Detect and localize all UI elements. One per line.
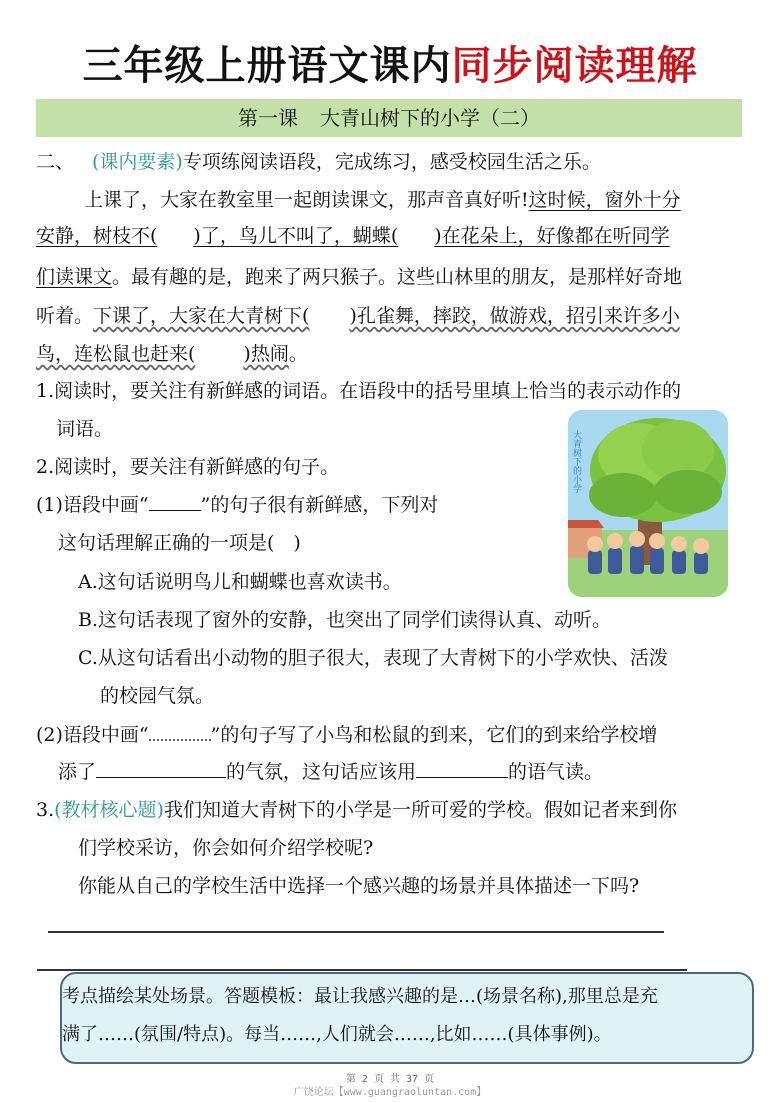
option-b[interactable]: B.这句话表现了窗外的安静，也突出了同学们读得认真、动听。 [78,609,612,631]
question-3-prompt: 你能从自己的学校生活中选择一个感兴趣的场景并具体描述一下吗? [78,875,640,897]
answer-line-1[interactable] [48,931,664,933]
passage-line-3: 们读课文。最有趣的是，跑来了两只猴子。这些山林里的朋友，是那样好奇地 [36,266,683,288]
page-title: 三年级上册语文课内同步阅读理解 [82,43,698,89]
lesson-title: 大青山树下的小学（二） [320,106,540,130]
tree-school-image [568,410,728,597]
passage-line-5: 鸟，连松鼠也赶来( )热闹。 [36,343,308,365]
question-3-cont: 们学校采访，你会如何介绍学校呢? [78,837,374,859]
lesson-title-bar [36,99,742,137]
tip-line-2: 满了……(氛围/特点)。每当……,人们就会……,比如……(具体事例)。 [62,1024,612,1045]
passage-line-1: 上课了，大家在教室里一起朗读课文，那声音真好听!这时候，窗外十分 [84,189,681,211]
section-tag: (课内要素) [92,151,183,173]
question-2-1-cont[interactable]: 这句话理解正确的一项是( ) [58,532,301,554]
tip-line-1: 考点描绘某处场景。答题模板：最让我感兴趣的是…(场景名称),那里总是充 [62,986,658,1007]
question-2-2: (2)语段中画“ ”的句子写了小鸟和松鼠的到来，它们的到来给学校增 [36,721,657,748]
passage-line-4: 听着。下课了，大家在大青树下( )孔雀舞，摔跤，做游戏，招引来许多小 [36,305,680,327]
page-number: 第 2 页 共 37 页 [345,1074,435,1085]
illustration-big-tree-school [568,410,728,597]
option-c[interactable]: C.从这句话看出小动物的胆子很大，表现了大青树下的小学欢快、活泼 [78,647,668,669]
question-1: 1.阅读时，要关注有新鲜感的词语。在语段中的括号里填上恰当的表示动作的 [36,380,682,402]
lesson-label: 第一课 [238,106,298,130]
footer-watermark: 广饶论坛【www.guangraoluntan.com】 [293,1087,487,1098]
answer-blank-atmosphere[interactable] [96,759,226,778]
illustration-caption: 大青树下的小学 [571,430,581,493]
answer-line-2[interactable] [37,969,687,971]
question-3: 3.(教材核心题)我们知道大青树下的小学是一所可爱的学校。假如记者来到你 [36,799,677,821]
question-1-cont: 词语。 [56,418,114,440]
question-2-1: (1)语段中画“ ”的句子很有新鲜感，下列对 [36,494,439,516]
answer-tip-box [60,972,754,1064]
section-instruction: 二、 (课内要素)专项练阅读语段，完成练习，感受校园生活之乐。 [36,151,601,173]
passage-line-2: 安静，树枝不( )了，鸟儿不叫了，蝴蝶( )在花朵上，好像都在听同学 [36,225,670,247]
option-c-cont: 的校园气氛。 [100,685,215,707]
question-2-2-cont: 添了 的气氛，这句话应该用 的语气读。 [58,761,604,783]
page-footer [0,1073,780,1099]
question-2: 2.阅读时，要关注有新鲜感的句子。 [36,456,340,478]
option-a[interactable]: A.这句话说明鸟儿和蝴蝶也喜欢读书。 [78,571,402,593]
question-3-tag: (教材核心题) [54,799,164,821]
answer-blank-tone[interactable] [416,759,508,778]
